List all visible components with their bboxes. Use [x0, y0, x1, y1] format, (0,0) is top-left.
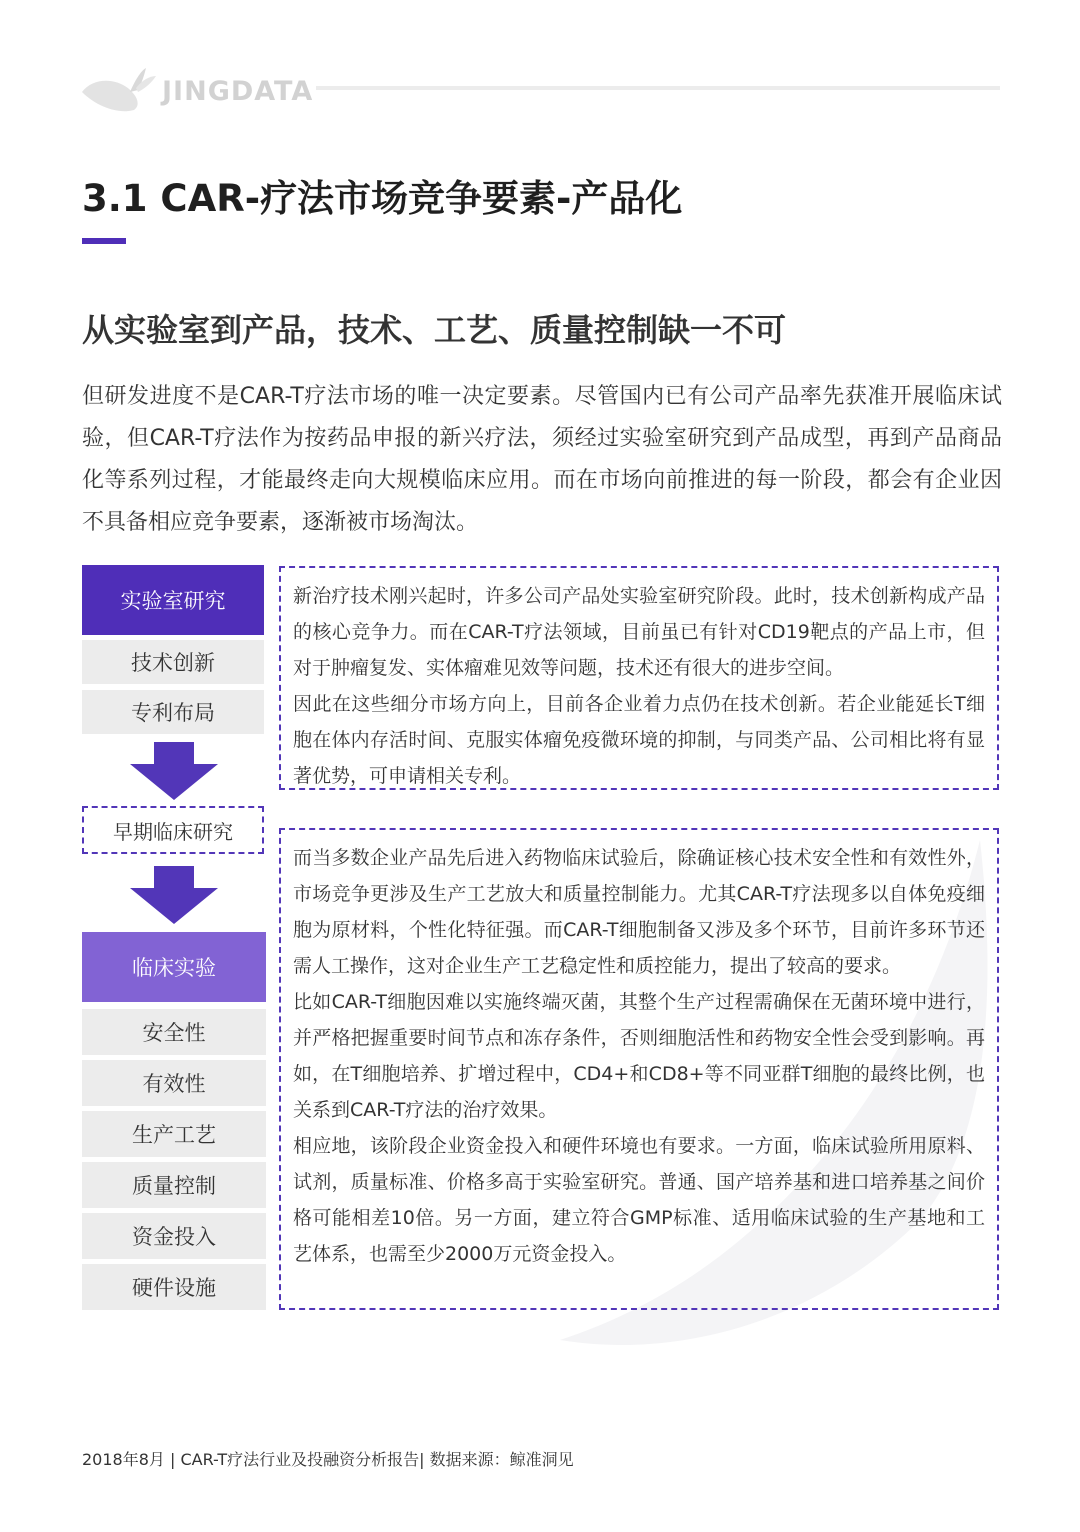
- panel-clinical-trial: [279, 828, 999, 1310]
- intro-paragraph: 但研发进度不是CAR-T疗法市场的唯一决定要素。尽管国内已有公司产品率先获准开展临床试验，但CAR-T疗法作为按药品申报的新兴疗法，须经过实验室研究到产品成型，再到产品商品化等系列过程，才能最终走向大规模临床应用。而在市场向前推进的每一阶段，都会有企业因不具备相应竞争要素，逐渐被市场淘汰。: [82, 384, 1002, 535]
- factor-hardware-facilities: 硬件设施: [82, 1264, 266, 1310]
- page-title: 3.1 CAR-疗法市场竞争要素-产品化: [82, 177, 683, 220]
- panel-clinical-paragraph: 而当多数企业产品先后进入药物临床试验后，除确证核心技术安全性和有效性外，市场竞争更涉及生产工艺放大和质量控制能力。尤其CAR-T疗法现多以自体免疫细胞为原材料，个性化特征强。而CAR-T细胞制备又涉及多个环节，目前许多环节还需人工操作，这对企业生产工艺稳定性和质控能力，提出了较高的要求。: [293, 847, 985, 977]
- factor-quality-control: 质量控制: [82, 1162, 266, 1208]
- panel-lab-paragraph: 因此在这些细分市场方向上，目前各企业着力点仍在技术创新。若企业能延长T细胞在体内存活时间、克服实体瘤免疫微环境的抑制，与同类产品、公司相比将有显著优势，可申请相关专利。: [293, 693, 985, 787]
- stage-lab-research: 实验室研究: [82, 565, 264, 635]
- panel-clinical-paragraph: 相应地，该阶段企业资金投入和硬件环境也有要求。一方面，临床试验所用原料、试剂，质量标准、价格多高于实验室研究。普通、国产培养基和进口培养基之间价格可能相差10倍。另一方面，建立符合GMP标准、适用临床试验的生产基地和工艺体系，也需至少2000万元资金投入。: [293, 1135, 985, 1265]
- factor-safety: 安全性: [82, 1009, 266, 1055]
- down-arrow-icon: [130, 866, 218, 924]
- page-footer: 2018年8月 | CAR-T疗法行业及投融资分析报告| 数据来源：鲸准洞见: [82, 1450, 574, 1469]
- panel-lab-paragraph: 新治疗技术刚兴起时，许多公司产品处实验室研究阶段。此时，技术创新构成产品的核心竞争力。而在CAR-T疗法领域，目前虽已有针对CD19靶点的产品上市，但对于肿瘤复发、实体瘤难见效等问题，技术还有很大的进步空间。: [293, 585, 985, 679]
- section-subtitle: 从实验室到产品，技术、工艺、质量控制缺一不可: [82, 311, 787, 349]
- panel-clinical-paragraph: 比如CAR-T细胞因难以实施终端灭菌，其整个生产过程需确保在无菌环境中进行，并严格把握重要时间节点和冻存条件，否则细胞活性和药物安全性会受到影响。再如，在T细胞培养、扩增过程中，CD4+和CD8+等不同亚群T细胞的最终比例，也关系到CAR-T疗法的治疗效果。: [293, 991, 985, 1121]
- brand-logo: [80, 62, 320, 114]
- stage-clinical-trial: 临床实验: [82, 932, 266, 1002]
- factor-efficacy: 有效性: [82, 1060, 266, 1106]
- header-divider: [316, 86, 1000, 90]
- panel-lab-research: [279, 566, 999, 790]
- logo-text: JINGDATA: [162, 76, 314, 107]
- title-accent-bar: [82, 238, 126, 244]
- factor-patent-layout: 专利布局: [82, 690, 264, 734]
- down-arrow-icon: [130, 742, 218, 800]
- factor-production-process: 生产工艺: [82, 1111, 266, 1157]
- factor-capital-investment: 资金投入: [82, 1213, 266, 1259]
- stage-early-clinical: 早期临床研究: [82, 806, 264, 854]
- whale-icon: [80, 62, 160, 114]
- factor-tech-innovation: 技术创新: [82, 640, 264, 684]
